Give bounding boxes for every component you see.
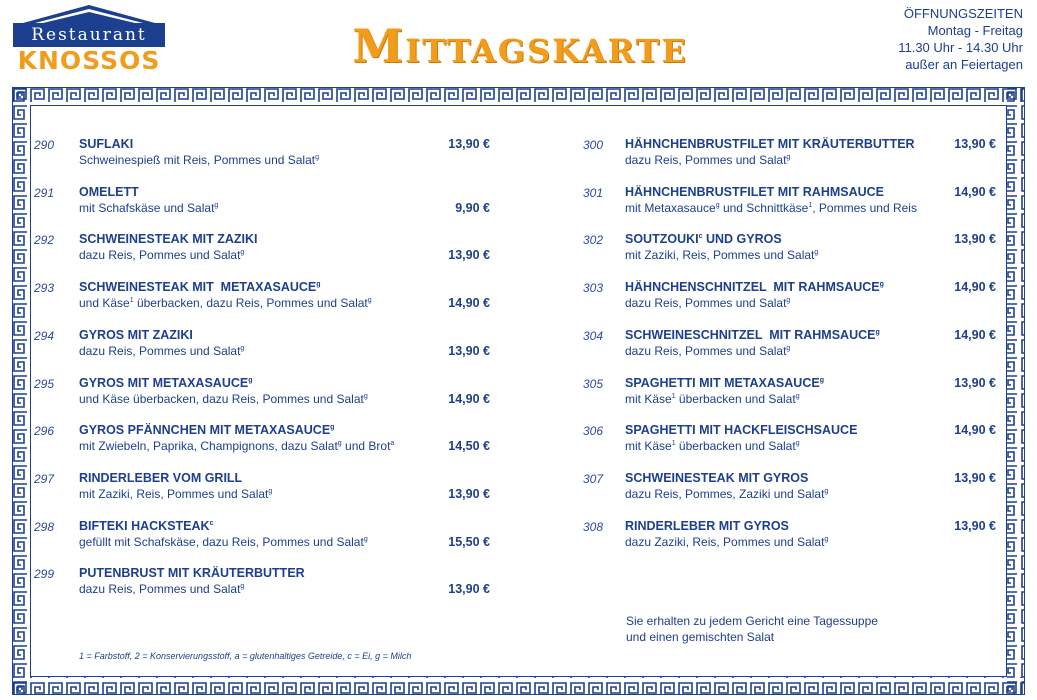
menu-item-price: 14,50 € bbox=[448, 439, 490, 454]
menu-item-description: mit Käse$^1$ überbacken und Salat$^g$ bbox=[625, 391, 800, 406]
menu-item-price: 14,90 € bbox=[954, 280, 996, 295]
opening-hours bbox=[823, 5, 1023, 73]
menu-item-number: 307 bbox=[583, 471, 604, 486]
menu-item-number: 306 bbox=[583, 424, 604, 439]
menu-item-description: dazu Zaziki, Reis, Pommes und Salat$^g$ bbox=[625, 534, 829, 549]
opening-hours-days: Montag - Freitag bbox=[927, 23, 1023, 38]
menu-item bbox=[34, 279, 494, 323]
menu-item bbox=[580, 279, 1000, 323]
included-note bbox=[626, 613, 946, 645]
opening-hours-note: außer an Feiertagen bbox=[905, 57, 1023, 72]
menu-item bbox=[34, 136, 494, 180]
menu-item-price: 13,90 € bbox=[448, 582, 490, 597]
menu-item-name: SPAGHETTI MIT HACKFLEISCHSAUCE bbox=[625, 423, 858, 438]
menu-item-number: 300 bbox=[583, 138, 604, 152]
menu-item-price: 13,90 € bbox=[954, 137, 996, 151]
menu-item bbox=[34, 327, 494, 371]
roof-icon bbox=[13, 3, 165, 23]
menu-item-name: GYROS PFÄNNCHEN MIT METAXASAUCE$^g$ bbox=[79, 423, 335, 438]
menu-item-price: 14,90 € bbox=[954, 423, 996, 438]
menu-item bbox=[34, 565, 494, 609]
menu-item bbox=[580, 136, 1000, 180]
menu-item-price: 13,90 € bbox=[954, 518, 996, 533]
menu-item-description: dazu Reis, Pommes und Salat$^g$ bbox=[79, 582, 245, 597]
menu-item-description: dazu Reis, Pommes und Salat$^g$ bbox=[625, 343, 791, 358]
menu-item-number: 305 bbox=[583, 376, 604, 391]
included-note-line-1: Sie erhalten zu jedem Gericht eine Tagessuppe bbox=[626, 614, 878, 628]
allergen-footnote: 1 = Farbstoff, 2 = Konservierungsstoff, a = glutenhaltiges Getreide, c = Ei, g = Milch bbox=[79, 651, 412, 661]
menu-item-name: GYROS MIT ZAZIKI bbox=[79, 327, 193, 342]
menu-item-name: OMELETT bbox=[79, 184, 139, 199]
page-title: Mittagskarte bbox=[352, 19, 688, 73]
menu-item-number: 292 bbox=[34, 233, 55, 248]
menu-item-description: dazu Reis, Pommes und Salat$^g$ bbox=[79, 343, 245, 358]
menu-item-number: 290 bbox=[34, 138, 55, 152]
menu-item-description: Schweinespieß mit Reis, Pommes und Salat$^g$ bbox=[79, 153, 320, 167]
menu-item bbox=[580, 422, 1000, 466]
menu-item bbox=[580, 470, 1000, 514]
menu-item-number: 296 bbox=[34, 424, 55, 439]
menu-item-name: SCHWEINESTEAK MIT METAXASAUCE$^g$ bbox=[79, 280, 321, 295]
menu-item-description: mit Metaxasauce$^g$ und Schnittkäse$^1$, Pommes und Reis bbox=[625, 200, 917, 215]
menu-item-number: 304 bbox=[583, 328, 604, 343]
menu-item-name: SCHWEINESTEAK MIT ZAZIKI bbox=[79, 232, 258, 247]
menu-item-number: 302 bbox=[583, 233, 604, 248]
menu-item-number: 294 bbox=[34, 328, 55, 343]
menu-item-number: 291 bbox=[34, 185, 55, 200]
menu-item-description: mit Zaziki, Reis, Pommes und Salat$^g$ bbox=[79, 486, 273, 501]
menu-item-name: HÄHNCHENSCHNITZEL MIT RAHMSAUCE$^g$ bbox=[625, 280, 884, 295]
menu-item bbox=[34, 422, 494, 466]
menu-item-price: 13,90 € bbox=[448, 343, 490, 358]
menu-item-price: 9,90 € bbox=[455, 200, 490, 215]
menu-item-price: 13,90 € bbox=[954, 375, 996, 390]
menu-item-price: 14,90 € bbox=[954, 184, 996, 199]
menu-item-name: RINDERLEBER VOM GRILL bbox=[79, 470, 243, 485]
menu-item bbox=[580, 184, 1000, 228]
menu-item-description: gefüllt mit Schafskäse, dazu Reis, Pommes und Salat$^g$ bbox=[79, 534, 368, 549]
menu-item-number: 301 bbox=[583, 185, 604, 200]
menu-item-number: 299 bbox=[34, 567, 55, 582]
menu-item-name: HÄHNCHENBRUSTFILET MIT RAHMSAUCE bbox=[625, 184, 885, 199]
menu-item-price: 13,90 € bbox=[448, 486, 490, 501]
restaurant-logo bbox=[13, 3, 165, 75]
menu-item-description: und Käse überbacken, dazu Reis, Pommes und Salat$^g$ bbox=[79, 391, 368, 406]
menu-item-name: RINDERLEBER MIT GYROS bbox=[625, 518, 789, 533]
included-note-line-2: und einen gemischten Salat bbox=[626, 630, 775, 644]
menu-item-description: dazu Reis, Pommes und Salat$^g$ bbox=[625, 153, 791, 167]
menu-item-name: BIFTEKI HACKSTEAK$^c$ bbox=[79, 518, 214, 533]
menu-item bbox=[580, 327, 1000, 371]
opening-hours-time: 11.30 Uhr - 14.30 Uhr bbox=[898, 40, 1023, 55]
menu-item-description: und Käse$^1$ überbacken, dazu Reis, Pommes und Salat$^g$ bbox=[79, 296, 372, 311]
menu-item-price: 15,50 € bbox=[448, 534, 490, 549]
menu-item-name: SUFLAKI bbox=[79, 137, 134, 151]
menu-item bbox=[34, 231, 494, 275]
menu-item-price: 14,90 € bbox=[448, 296, 490, 311]
menu-item-name: GYROS MIT METAXASAUCE$^g$ bbox=[79, 375, 253, 390]
menu-item bbox=[34, 184, 494, 228]
menu-item-number: 303 bbox=[583, 281, 604, 296]
menu-item-description: mit Zwiebeln, Paprika, Champignons, dazu Salat$^g$ und Brot$^a$ bbox=[79, 439, 395, 454]
menu-item-number: 298 bbox=[34, 519, 55, 534]
menu-item-name: SOUTZOUKI$^c$ UND GYROS bbox=[625, 232, 782, 247]
menu-item-number: 295 bbox=[34, 376, 55, 391]
logo-restaurant-name: KNOSSOS bbox=[17, 46, 161, 75]
menu-item-name: SPAGHETTI MIT METAXASAUCE$^g$ bbox=[625, 375, 824, 390]
menu-item-number: 293 bbox=[34, 281, 55, 296]
menu-item-name: SCHWEINESTEAK MIT GYROS bbox=[625, 470, 809, 485]
menu-item-name: HÄHNCHENBRUSTFILET MIT KRÄUTERBUTTER bbox=[625, 137, 915, 151]
menu-item bbox=[580, 518, 1000, 562]
menu-item-description: mit Zaziki, Reis, Pommes und Salat$^g$ bbox=[625, 248, 819, 263]
menu-item-description: mit Schafskäse und Salat$^g$ bbox=[79, 200, 219, 215]
menu-item-name: PUTENBRUST MIT KRÄUTERBUTTER bbox=[79, 566, 305, 581]
menu-item-description: mit Käse$^1$ überbacken und Salat$^g$ bbox=[625, 439, 800, 454]
menu-item bbox=[580, 231, 1000, 275]
menu-item-price: 13,90 € bbox=[954, 232, 996, 247]
menu-item bbox=[34, 470, 494, 514]
menu-item-name: SCHWEINESCHNITZEL MIT RAHMSAUCE$^g$ bbox=[625, 327, 880, 342]
opening-hours-heading: ÖFFNUNGSZEITEN bbox=[903, 6, 1023, 21]
menu-item-price: 14,90 € bbox=[448, 391, 490, 406]
menu-item-number: 308 bbox=[583, 519, 604, 534]
menu-item-description: dazu Reis, Pommes, Zaziki und Salat$^g$ bbox=[625, 486, 829, 501]
menu-item-price: 13,90 € bbox=[954, 470, 996, 485]
menu-item bbox=[34, 375, 494, 419]
logo-restaurant-text: Restaurant bbox=[13, 23, 165, 47]
menu-item-price: 13,90 € bbox=[448, 137, 490, 151]
menu-item-price: 14,90 € bbox=[954, 327, 996, 342]
menu-item bbox=[580, 375, 1000, 419]
menu-item-number: 297 bbox=[34, 471, 55, 486]
menu-item-price: 13,90 € bbox=[448, 248, 490, 263]
menu-item-description: dazu Reis, Pommes und Salat$^g$ bbox=[79, 248, 245, 263]
menu-item bbox=[34, 518, 494, 562]
menu-item-description: dazu Reis, Pommes und Salat$^g$ bbox=[625, 296, 791, 311]
